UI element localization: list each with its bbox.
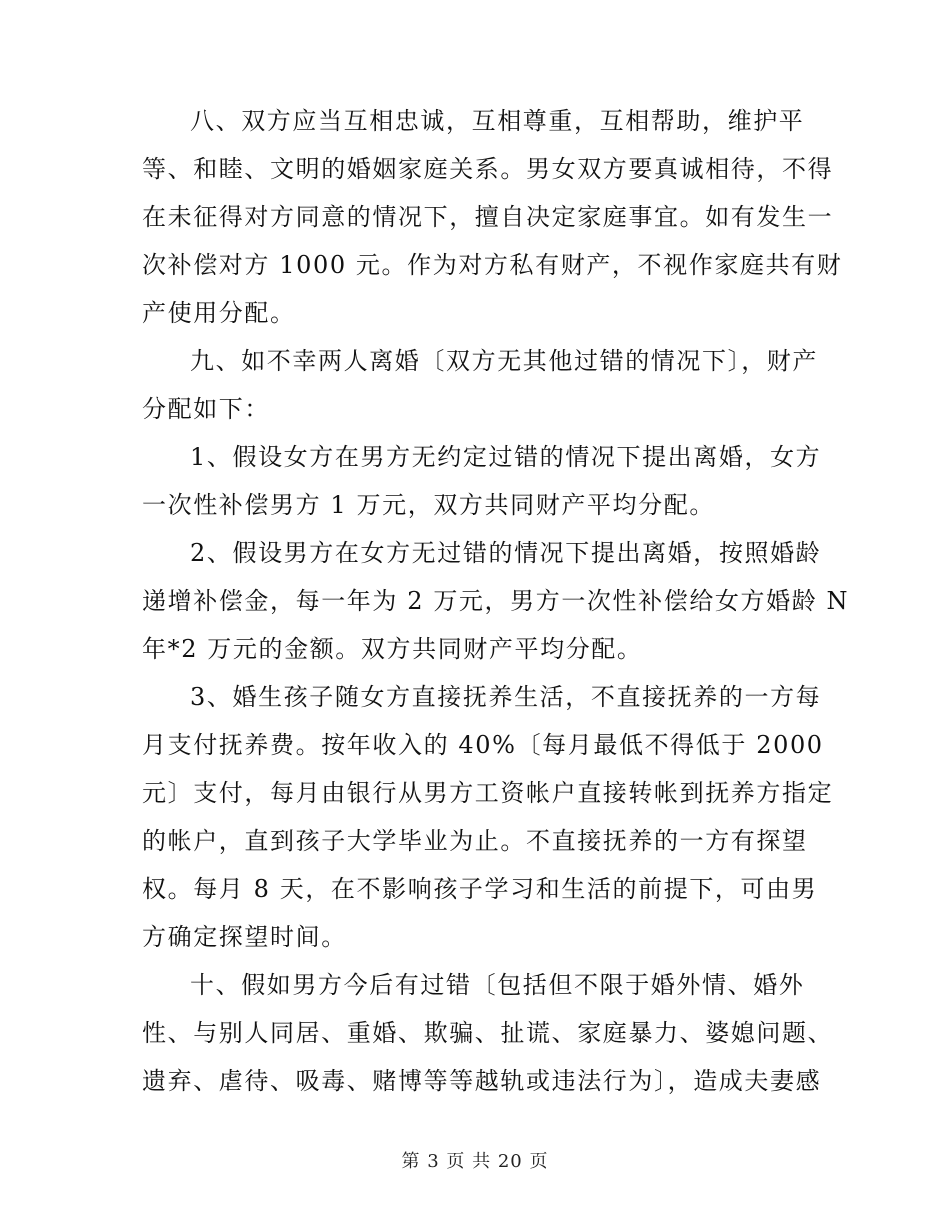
item-2-line-1: 2、假设男方在女方无过错的情况下提出离婚，按照婚龄 [190, 539, 822, 567]
item-1-line-1: 1、假设女方在男方无约定过错的情况下提出离婚，女方 [190, 443, 822, 471]
item-3-line-2: 月支付抚养费。按年收入的 40%〔每月最低不得低于 2000 [142, 731, 824, 759]
item-2-line-2: 递增补偿金，每一年为 2 万元，男方一次性补偿给女方婚龄 N [142, 587, 850, 615]
paragraph-8-line-4: 次补偿对方 1000 元。作为对方私有财产，不视作家庭共有财 [142, 251, 843, 279]
paragraph-8-line-2: 等、和睦、文明的婚姻家庭关系。男女双方要真诚相待，不得 [142, 155, 834, 183]
item-3-line-6: 方确定探望时间。 [142, 923, 347, 951]
item-3-line-3: 元〕支付，每月由银行从男方工资帐户直接转帐到抚养方指定 [142, 779, 834, 807]
paragraph-8-line-1: 八、双方应当互相忠诚，互相尊重，互相帮助，维护平 [190, 107, 805, 135]
paragraph-10-line-2: 性、与别人同居、重婚、欺骗、扯谎、家庭暴力、婆媳问题、 [142, 1019, 834, 1047]
paragraph-8-line-3: 在未征得对方同意的情况下，擅自决定家庭事宜。如有发生一 [142, 203, 834, 231]
paragraph-9-line-2: 分配如下： [142, 395, 270, 423]
paragraph-10-line-1: 十、假如男方今后有过错〔包括但不限于婚外情、婚外 [190, 971, 805, 999]
paragraph-10-line-3: 遗弃、虐待、吸毒、赌博等等越轨或违法行为〕，造成夫妻感 [142, 1067, 822, 1095]
paragraph-9-line-1: 九、如不幸两人离婚〔双方无其他过错的情况下〕，财产 [190, 347, 818, 375]
page-number: 第 3 页 共 20 页 [401, 1151, 549, 1172]
paragraph-8-line-5: 产使用分配。 [142, 299, 296, 327]
item-3-line-1: 3、婚生孩子随女方直接抚养生活，不直接抚养的一方每 [190, 683, 822, 711]
item-3-line-5: 权。每月 8 天，在不影响孩子学习和生活的前提下，可由男 [142, 875, 818, 903]
item-1-line-2: 一次性补偿男方 1 万元，双方共同财产平均分配。 [142, 491, 715, 519]
item-3-line-4: 的帐户，直到孩子大学毕业为止。不直接抚养的一方有探望 [142, 827, 808, 855]
item-2-line-3: 年*2 万元的金额。双方共同财产平均分配。 [142, 635, 643, 663]
